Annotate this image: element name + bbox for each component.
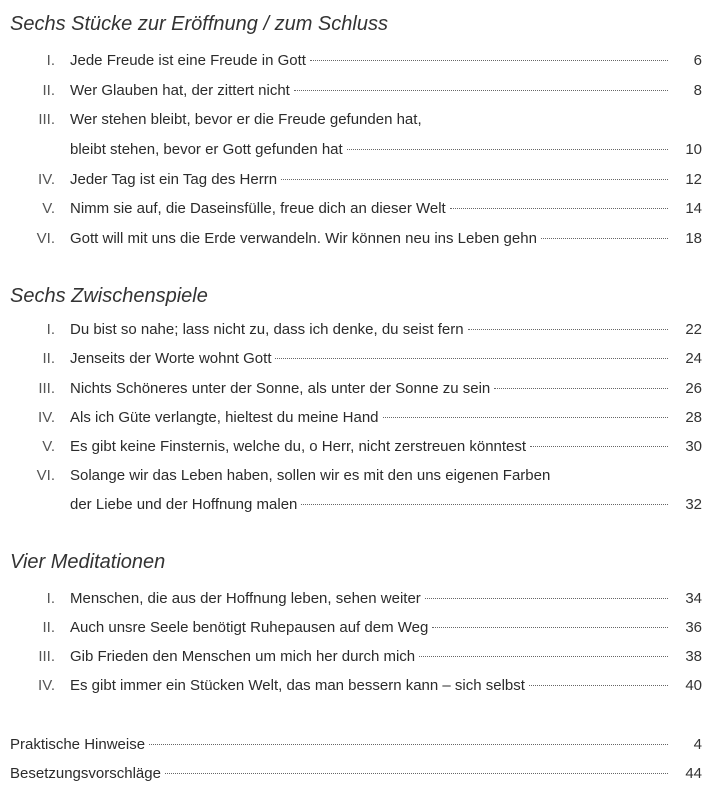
toc-entry[interactable] [0,406,724,430]
toc-entry[interactable] [0,616,724,640]
toc-entry-appendix[interactable] [0,762,724,786]
entry-page: 34 [685,590,702,607]
toc-entry[interactable] [0,674,724,698]
entry-title-line1: Solange wir das Leben haben, sollen wir es mit den uns eigenen Farben [70,467,551,484]
entry-number: III. [38,111,55,128]
dot-leader [281,179,668,180]
entry-page: 22 [685,321,702,338]
entry-page: 30 [685,438,702,455]
entry-page: 44 [685,765,702,782]
dot-leader [425,598,668,599]
entry-page: 38 [685,648,702,665]
dot-leader [310,60,668,61]
entry-title: Auch unsre Seele benötigt Ruhepausen auf dem Weg [70,619,429,636]
toc-entry[interactable] [0,347,724,371]
entry-title: Als ich Güte verlangte, hieltest du meine Hand [70,409,379,426]
entry-page: 6 [693,52,702,69]
toc-entry[interactable] [0,197,724,221]
entry-title: Besetzungsvorschläge [10,765,161,782]
dot-leader [275,358,668,359]
entry-title: Jeder Tag ist ein Tag des Herrn [70,171,278,188]
toc-entry[interactable] [0,79,724,103]
dot-leader [494,388,668,389]
entry-page: 4 [693,736,702,753]
toc-entry[interactable] [0,435,724,459]
entry-number: III. [38,380,55,397]
entry-title: Jenseits der Worte wohnt Gott [70,350,272,367]
entry-page: 40 [685,677,702,694]
entry-title: Es gibt keine Finsternis, welche du, o Herr, nicht zerstreuen könntest [70,438,527,455]
entry-page: 12 [685,171,702,188]
entry-title: Nimm sie auf, die Daseinsfülle, freue dich an dieser Welt [70,200,446,217]
entry-number: I. [46,590,55,607]
entry-number: V. [42,438,55,455]
entry-title: Es gibt immer ein Stücken Welt, das man bessern kann – sich selbst [70,677,525,694]
dot-leader [468,329,668,330]
toc-entry[interactable] [0,168,724,192]
entry-page: 26 [685,380,702,397]
toc-entry[interactable] [0,138,724,162]
entry-page: 28 [685,409,702,426]
dot-leader [432,627,668,628]
dot-leader [541,238,668,239]
entry-title: Du bist so nahe; lass nicht zu, dass ich denke, du seist fern [70,321,464,338]
entry-page: 24 [685,350,702,367]
dot-leader [419,656,668,657]
entry-page: 10 [685,141,702,158]
dot-leader [530,446,668,447]
entry-number: I. [46,52,55,69]
entry-title-line1: Wer stehen bleibt, bevor er die Freude gefunden hat, [70,111,422,128]
entry-title: Menschen, die aus der Hoffnung leben, sehen weiter [70,590,421,607]
entry-number: VI. [36,230,55,247]
entry-title: Wer Glauben hat, der zittert nicht [70,82,290,99]
toc-entry-line1[interactable] [0,108,724,132]
toc-entry[interactable] [0,318,724,342]
dot-leader [383,417,668,418]
section-title: Sechs Stücke zur Eröffnung / zum Schluss [10,13,388,35]
entry-number: IV. [38,677,55,694]
dot-leader [450,208,668,209]
entry-page: 36 [685,619,702,636]
entry-title: bleibt stehen, bevor er Gott gefunden hat [70,141,343,158]
entry-number: VI. [36,467,55,484]
toc-entry-line1[interactable] [0,464,724,488]
entry-title: der Liebe und der Hoffnung malen [70,496,298,513]
section-title: Vier Meditationen [10,551,166,573]
entry-number: II. [42,82,55,99]
toc-entry[interactable] [0,587,724,611]
entry-title: Gib Frieden den Menschen um mich her durch mich [70,648,416,665]
section-title: Sechs Zwischenspiele [10,285,208,307]
entry-number: III. [38,648,55,665]
entry-title: Gott will mit uns die Erde verwandeln. Wir können neu ins Leben gehn [70,230,537,247]
entry-number: IV. [38,171,55,188]
toc-entry[interactable] [0,493,724,517]
entry-page: 14 [685,200,702,217]
entry-title: Nichts Schöneres unter der Sonne, als unter der Sonne zu sein [70,380,491,397]
entry-page: 8 [693,82,702,99]
toc-entry[interactable] [0,377,724,401]
entry-title: Jede Freude ist eine Freude in Gott [70,52,306,69]
dot-leader [529,685,668,686]
entry-number: IV. [38,409,55,426]
entry-number: II. [42,350,55,367]
entry-number: I. [46,321,55,338]
dot-leader [294,90,668,91]
dot-leader [347,149,668,150]
entry-title: Praktische Hinweise [10,736,146,753]
toc-entry[interactable] [0,49,724,73]
entry-page: 18 [685,230,702,247]
entry-number: II. [42,619,55,636]
entry-number: V. [42,200,55,217]
toc-entry[interactable] [0,227,724,251]
toc-entry-appendix[interactable] [0,733,724,757]
entry-page: 32 [685,496,702,513]
toc-entry[interactable] [0,645,724,669]
dot-leader [165,773,668,774]
dot-leader [149,744,668,745]
dot-leader [301,504,668,505]
